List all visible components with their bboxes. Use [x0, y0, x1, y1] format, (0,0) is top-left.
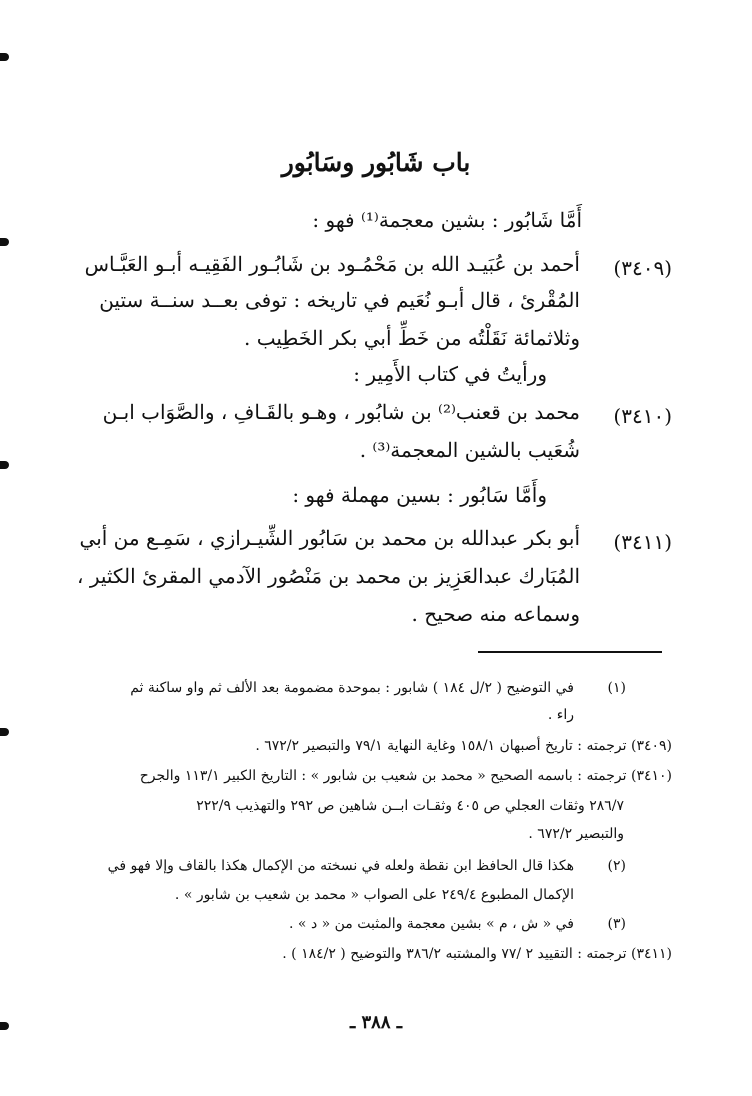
- binding-hole-mark: [0, 728, 9, 736]
- footnote-number: (٣): [607, 916, 626, 932]
- binding-hole-mark: [0, 238, 9, 246]
- intro-line: أَمَّا شَابُور : بشين معجمة⁽¹⁾ فهو :: [312, 208, 582, 232]
- entry-text-line: وثلاثمائة نَقَلْتُه من خَطِّ أبي بكر الخَطِيب .: [244, 326, 580, 350]
- entry-number: (٣٤١٠): [613, 404, 672, 428]
- source-note-line: ورأيتُ في كتاب الأَمِير :: [353, 362, 547, 386]
- footnote-line: هكذا قال الحافظ ابن نقطة ولعله في نسخته من الإكمال هكذا بالقاف وإلا فهو في: [107, 858, 574, 874]
- binding-hole-mark: [0, 461, 9, 469]
- entry-text-line: وسماعه منه صحيح .: [411, 602, 580, 626]
- footnote-line: في « ش ، م » بشين معجمة والمثبت من « د » .: [289, 916, 574, 932]
- footnote-number: (١): [607, 680, 626, 696]
- page-number: ـ ٣٨٨ ـ: [349, 1012, 403, 1033]
- footnote-number: (٢): [607, 858, 626, 874]
- footnote-line: (٣٤١٠) ترجمته : باسمه الصحيح « محمد بن شعيب بن شابور » : التاريخ الكبير ١١٣/١ والجرح: [139, 768, 672, 784]
- entry-text-line: المُبَارك عبدالعَزِيز بن محمد بن مَنْصُور الآدمي المقرئ الكثير ،: [77, 564, 580, 588]
- footnote-line: والتبصير ٦٧٢/٢ .: [528, 826, 624, 842]
- intro-line: وأَمَّا سَابُور : بسين مهملة فهو :: [292, 483, 547, 507]
- binding-hole-mark: [0, 53, 9, 61]
- entry-text-line: المُقْرئ ، قال أبـو نُعَيم في تاريخه : توفى بعــد سنــة ستين: [99, 288, 580, 312]
- entry-text-line: أحمد بن عُبَيـد الله بن مَحْمُـود بن شَابُـور الفَقِيـه أبـو العَبَّـاس: [84, 252, 580, 276]
- entry-number: (٣٤١١): [613, 530, 672, 554]
- footnote-line: راء .: [547, 707, 574, 723]
- footnote-line: (٣٤٠٩) ترجمته : تاريخ أصبهان ١٥٨/١ وغاية النهاية ٧٩/١ والتبصير ٦٧٢/٢ .: [255, 738, 672, 754]
- footnote-line: في التوضيح ( ٢/ل ١٨٤ ) شابور : بموحدة مضمومة بعد الألف ثم واو ساكنة ثم: [130, 680, 574, 696]
- entry-number: (٣٤٠٩): [613, 256, 672, 280]
- entry-text-line: أبو بكر عبدالله بن محمد بن سَابُور الشِّيـرازي ، سَمِـع من أبي: [79, 526, 580, 550]
- footnote-separator: [478, 651, 662, 653]
- footnote-line: ٢٨٦/٧ وثقات العجلي ص ٤٠٥ وثقـات ابــن شاهين ص ٢٩٢ والتهذيب ٢٢٢/٩: [196, 798, 624, 814]
- entry-text-line: شُعَيب بالشين المعجمة⁽³⁾ .: [359, 438, 580, 462]
- chapter-title: باب شَابُور وسَابُور: [281, 148, 471, 177]
- entry-text-line: محمد بن قعنب⁽²⁾ بن شابُور ، وهـو بالقَـافِ ، والصَّوَاب ابـن: [102, 400, 580, 424]
- footnote-line: الإكمال المطبوع ٢٤٩/٤ على الصواب « محمد بن شعيب بن شابور » .: [174, 887, 574, 903]
- footnote-line: (٣٤١١) ترجمته : التقييد ٢ /٧٧ والمشتبه ٣٨٦/٢ والتوضيح ( ١٨٤/٢ ) .: [282, 946, 672, 962]
